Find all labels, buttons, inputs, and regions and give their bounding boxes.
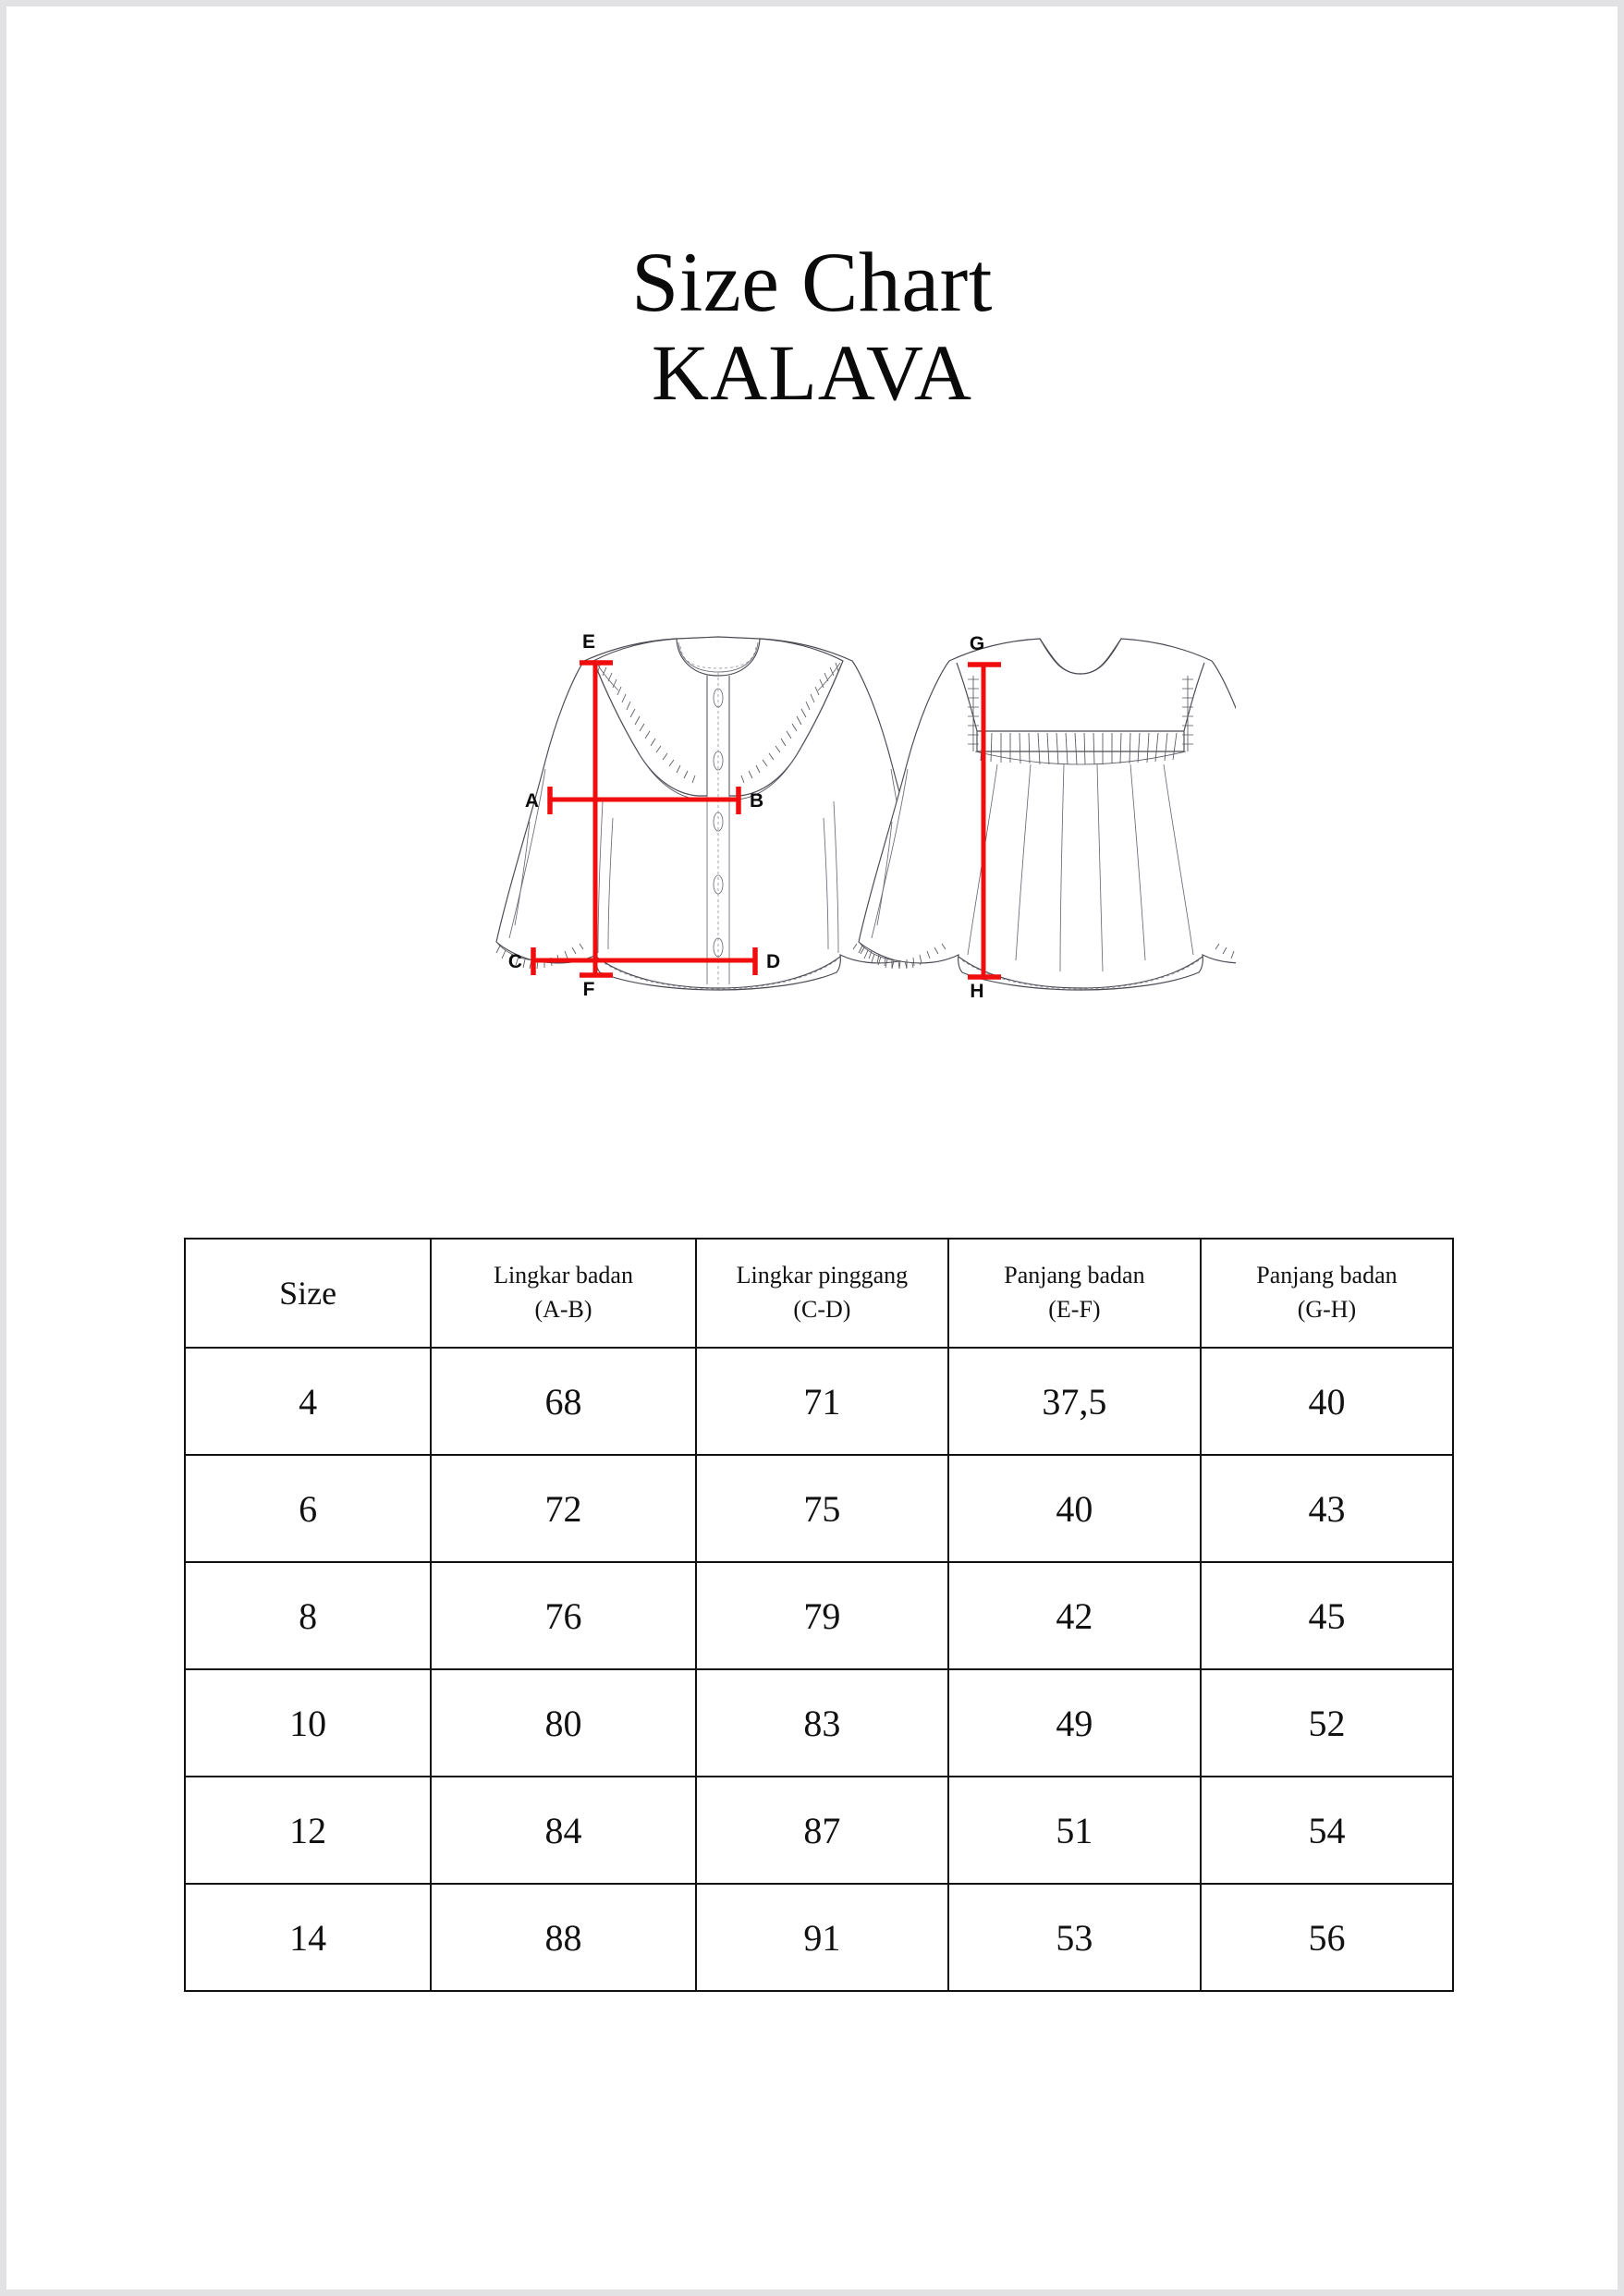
cell-size: 8 (185, 1562, 431, 1669)
column-header-waist-line1: Lingkar pinggang (736, 1262, 909, 1289)
cell-waist: 83 (696, 1669, 948, 1777)
column-header-length-ef (948, 1239, 1201, 1348)
column-header-bust-line2: (A-B) (534, 1296, 592, 1323)
marker-label-a: A (524, 790, 539, 812)
cell-length-ef: 40 (948, 1455, 1201, 1562)
cell-bust: 84 (431, 1777, 696, 1884)
size-table (184, 1238, 1454, 1992)
column-header-length-gh-line1: Panjang badan (1256, 1262, 1398, 1289)
table-row (185, 1777, 1453, 1884)
table-row (185, 1884, 1453, 1991)
table-row (185, 1455, 1453, 1562)
garment-illustration (441, 580, 1236, 1042)
marker-label-b: B (750, 790, 764, 812)
marker-label-g: G (969, 633, 985, 654)
cell-waist: 75 (696, 1455, 948, 1562)
size-table-container (184, 1238, 1454, 1992)
cell-length-gh: 40 (1201, 1348, 1453, 1455)
table-header-row (185, 1239, 1453, 1348)
table-row (185, 1562, 1453, 1669)
marker-label-d: D (766, 951, 781, 972)
table-row (185, 1669, 1453, 1777)
cell-length-gh: 52 (1201, 1669, 1453, 1777)
cell-length-gh: 56 (1201, 1884, 1453, 1991)
marker-label-e: E (581, 631, 596, 653)
cell-size: 12 (185, 1777, 431, 1884)
cell-size: 4 (185, 1348, 431, 1455)
cell-size: 6 (185, 1455, 431, 1562)
cell-bust: 80 (431, 1669, 696, 1777)
cell-length-gh: 54 (1201, 1777, 1453, 1884)
blouse-back-technical-drawing (859, 633, 1236, 1002)
column-header-length-gh-line2: (G-H) (1297, 1296, 1357, 1323)
title-brand-name: KALAVA (652, 328, 972, 417)
column-header-size-label: Size (279, 1275, 337, 1312)
cell-bust: 72 (431, 1455, 696, 1562)
title-size-chart: Size Chart (631, 235, 993, 329)
marker-label-f: F (582, 979, 595, 1000)
marker-label-c: C (507, 951, 522, 972)
cell-waist: 79 (696, 1562, 948, 1669)
cell-length-ef: 53 (948, 1884, 1201, 1991)
column-header-waist-line2: (C-D) (793, 1296, 851, 1323)
cell-length-ef: 42 (948, 1562, 1201, 1669)
cell-bust: 76 (431, 1562, 696, 1669)
column-header-bust-line1: Lingkar badan (494, 1262, 633, 1289)
cell-bust: 88 (431, 1884, 696, 1991)
cell-waist: 71 (696, 1348, 948, 1455)
cell-length-ef: 49 (948, 1669, 1201, 1777)
cell-length-gh: 43 (1201, 1455, 1453, 1562)
cell-length-gh: 45 (1201, 1562, 1453, 1669)
cell-bust: 68 (431, 1348, 696, 1455)
cell-length-ef: 37,5 (948, 1348, 1201, 1455)
cell-waist: 87 (696, 1777, 948, 1884)
column-header-bust (431, 1239, 696, 1348)
cell-size: 14 (185, 1884, 431, 1991)
column-header-length-ef-line2: (E-F) (1048, 1296, 1101, 1323)
marker-label-h: H (970, 981, 984, 1002)
cell-size: 10 (185, 1669, 431, 1777)
cell-waist: 91 (696, 1884, 948, 1991)
table-row (185, 1348, 1453, 1455)
size-table-body (185, 1348, 1453, 1991)
column-header-waist (696, 1239, 948, 1348)
column-header-length-ef-line1: Panjang badan (1004, 1262, 1145, 1289)
column-header-length-gh (1201, 1239, 1453, 1348)
cell-length-ef: 51 (948, 1777, 1201, 1884)
page-title (6, 235, 1618, 421)
column-header-size (185, 1239, 431, 1348)
